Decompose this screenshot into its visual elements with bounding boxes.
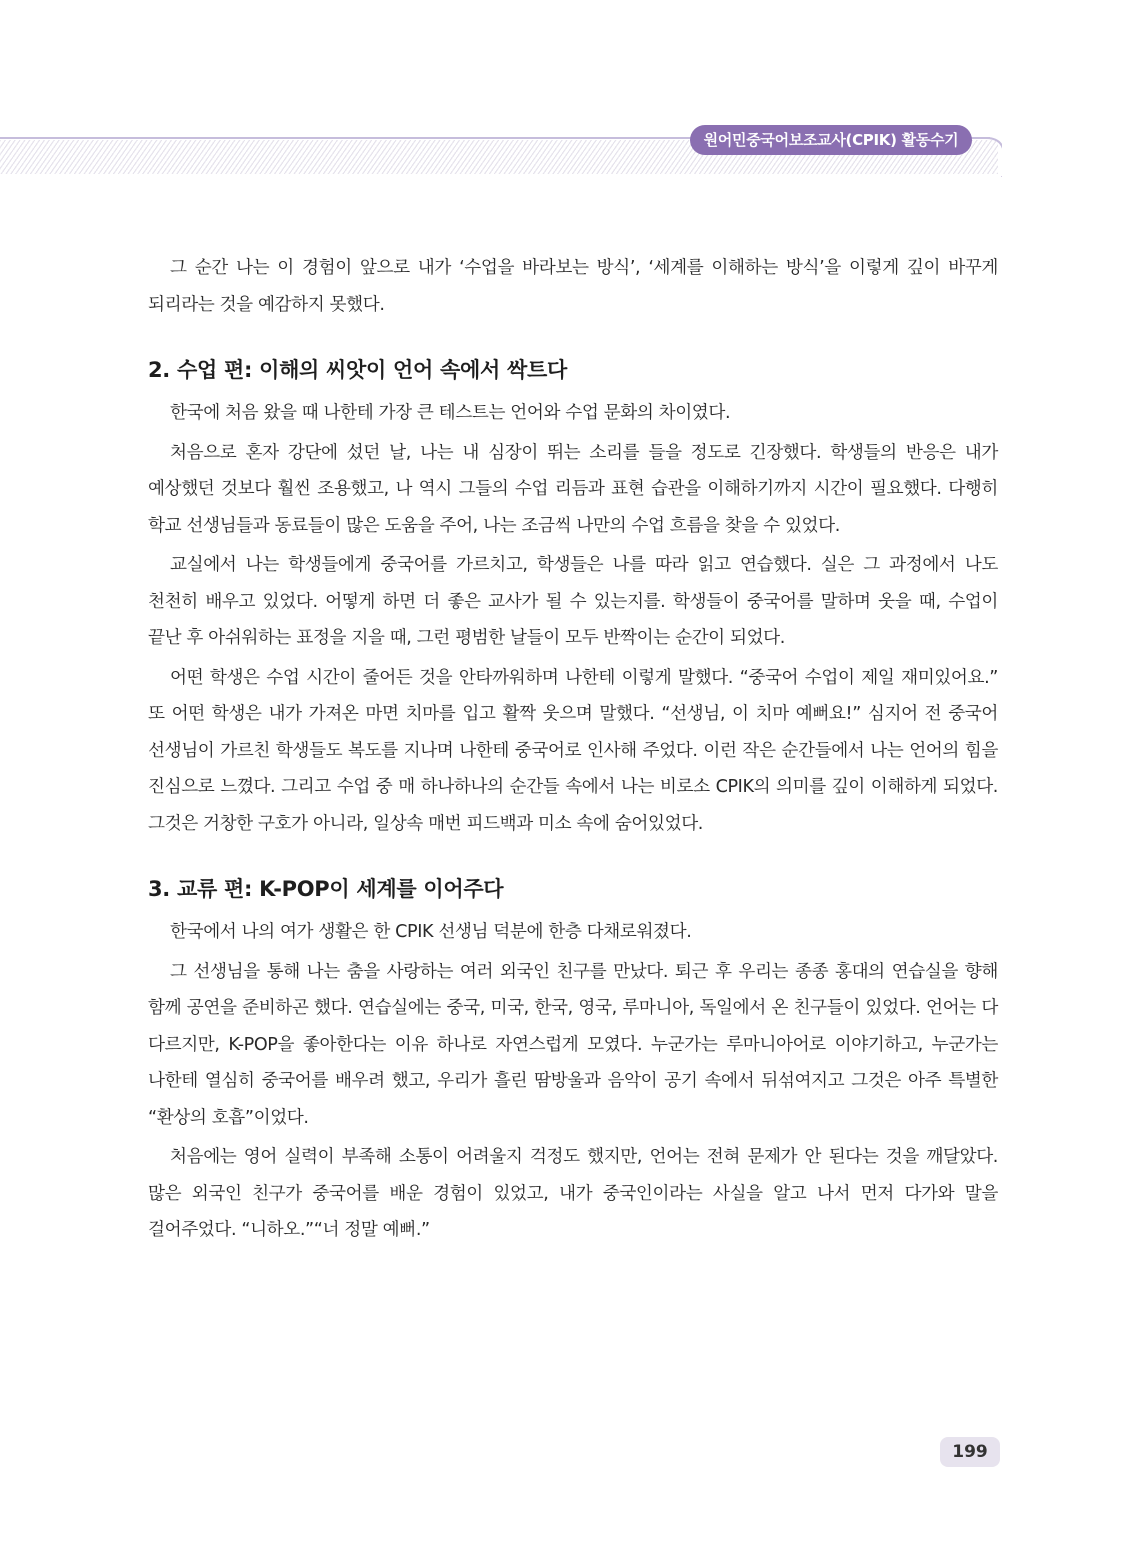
paragraph: 처음으로 혼자 강단에 섰던 날, 나는 내 심장이 뛰는 소리를 들을 정도로 긴장했다. 학생들의 반응은 내가 예상했던 것보다 훨씬 조용했고, 나 역시 그들의 수업 리듬과 표현 습관을 이해하기까지 시간이 필요했다. 다행히 학교 선생님들과 동료들이 많은 도움을 주어, 나는 조금씩 나만의 수업 흐름을 찾을 수 있었다.	[148, 442, 998, 536]
paragraph: 한국에서 나의 여가 생활은 한 CPIK 선생님 덕분에 한층 다채로워졌다.	[170, 922, 692, 942]
paragraph: 처음에는 영어 실력이 부족해 소통이 어려울지 걱정도 했지만, 언어는 전혀 문제가 안 된다는 것을 깨달았다. 많은 외국인 친구가 중국어를 배운 경험이 있었고, 내가 중국인이라는 사실을 알고 나서 먼저 다가와 말을 걸어주었다. “니하오.”“너 정말 예뻐.”	[148, 1147, 998, 1240]
document-body	[148, 250, 998, 1252]
page-number-badge: 199	[940, 1437, 1000, 1467]
paragraph: 그 순간 나는 이 경험이 앞으로 내가 ‘수업을 바라보는 방식’, ‘세계를 이해하는 방식’을 이렇게 깊이 바꾸게 되리라는 것을 예감하지 못했다.	[148, 258, 998, 315]
section-heading-exchange: 3. 교류 편: K-POP이 세계를 이어주다	[148, 877, 504, 901]
header-section-badge: 원어민중국어보조교사(CPIK) 활동수기	[690, 125, 972, 155]
paragraph: 그 선생님을 통해 나는 춤을 사랑하는 여러 외국인 친구를 만났다. 퇴근 후 우리는 종종 홍대의 연습실을 향해 함께 공연을 준비하곤 했다. 연습실에는 중국, 미국, 한국, 영국, 루마니아, 독일에서 온 친구들이 있었다. 언어는 다 다르지만, K-POP을 좋아한다는 이유 하나로 자연스럽게 모였다. 누군가는 루마니아어로 이야기하고, 누군가는 나한테 열심히 중국어를 배우려 했고, 우리가 흘린 땀방울과 음악이 공기 속에서 뒤섞여지고 그것은 아주 특별한 “환상의 호흡”이었다.	[148, 961, 998, 1128]
section-heading-class: 2. 수업 편: 이해의 씨앗이 언어 속에서 싹트다	[148, 358, 567, 382]
paragraph: 한국에 처음 왔을 때 나한테 가장 큰 테스트는 언어와 수업 문화의 차이였다.	[170, 403, 731, 423]
paragraph: 교실에서 나는 학생들에게 중국어를 가르치고, 학생들은 나를 따라 읽고 연습했다. 실은 그 과정에서 나도 천천히 배우고 있었다. 어떻게 하면 더 좋은 교사가 될 수 있는지를. 학생들이 중국어를 말하며 웃을 때, 수업이 끝난 후 아쉬워하는 표정을 지을 때, 그런 평범한 날들이 모두 반짝이는 순간이 되었다.	[148, 555, 998, 648]
paragraph: 어떤 학생은 수업 시간이 줄어든 것을 안타까워하며 나한테 이렇게 말했다. “중국어 수업이 제일 재미있어요.” 또 어떤 학생은 내가 가져온 마면 치마를 입고 활짝 웃으며 말했다. “선생님, 이 치마 예뻐요!” 심지어 전 중국어 선생님이 가르친 학생들도 복도를 지나며 나한테 중국어로 인사해 주었다. 이런 작은 순간들에서 나는 언어의 힘을 진심으로 느꼈다. 그리고 수업 중 매 하나하나의 순간들 속에서 나는 비로소 CPIK의 의미를 깊이 이해하게 되었다. 그것은 거창한 구호가 아니라, 일상속 매번 피드백과 미소 속에 숨어있었다.	[148, 667, 998, 834]
